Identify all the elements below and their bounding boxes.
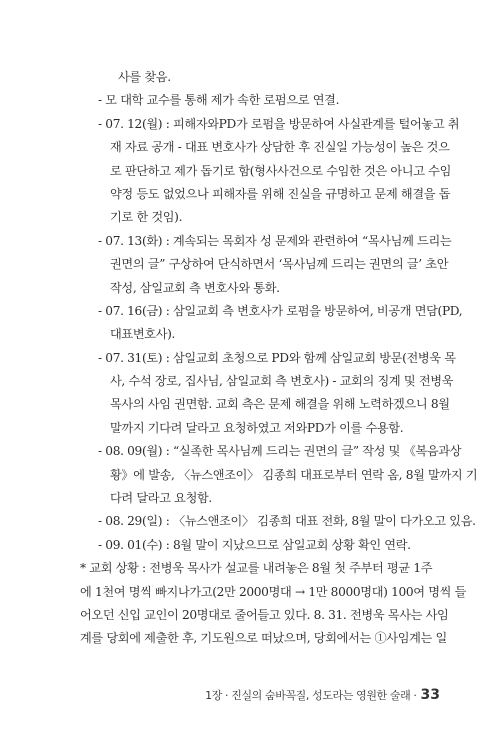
text-line: 에 1천여 명씩 빠지나가고(2만 2000명대 → 1만 8000명대) 100여 명씩 들 xyxy=(80,584,467,599)
text-line: - 모 대학 교수를 통해 제가 속한 로펌으로 연결. xyxy=(98,93,340,108)
text-line: 어오던 신입 교인이 20명대로 줄어들고 있다. 8. 31. 전병욱 목사는 사임 xyxy=(80,607,449,622)
text-line: - 07. 16(금) : 삼일교회 측 변호사가 로펌을 방문하여, 비공개 면담(PD, xyxy=(98,303,463,318)
text-line: 기로 한 것임). xyxy=(110,210,183,225)
text-line: - 08. 29(일) : 〈뉴스앤조이〉 김종희 대표 전화, 8월 말이 다가오고 있음. xyxy=(98,514,476,529)
text-line: - 09. 01(수) : 8월 말이 지났으므로 삼일교회 상황 확인 연락. xyxy=(98,537,411,552)
text-line: 황》에 발송, 〈뉴스앤조이〉 김종희 대표로부터 연락 옴, 8월 말까지 기 xyxy=(110,467,478,482)
text-line: 권면의 글” 구상하여 단식하면서 ‘목사님께 드리는 권면의 글’ 초안 xyxy=(110,257,449,272)
text-line: 작성, 삼일교회 측 변호사와 통화. xyxy=(110,280,280,295)
text-line: 계를 당회에 제출한 후, 기도원으로 떠났으며, 당회에서는 ①사임계는 일 xyxy=(80,631,447,646)
text-line: 대표변호사). xyxy=(110,327,176,342)
chapter-title: 1장 · 진실의 숨바꼭질, 성도라는 영원한 술래 · xyxy=(205,689,417,702)
text-line: 다려 달라고 요청함. xyxy=(110,491,212,506)
page-number: 33 xyxy=(420,687,440,703)
text-line: 로 판단하고 제가 돕기로 함(형사사건으로 수임한 것은 아니고 수임 xyxy=(110,163,452,178)
text-line: 사를 찾음. xyxy=(118,70,171,84)
text-line: 목사의 사임 권면함. 교회 측은 문제 해결을 위해 노력하겠으니 8월 xyxy=(110,397,450,412)
text-line: * 교회 상황 : 전병욱 목사가 설교를 내려놓은 8월 첫 주부터 평균 1주 xyxy=(80,561,433,576)
text-line: - 07. 12(월) : 피해자와PD가 로펌을 방문하여 사실관계를 털어놓고 취 xyxy=(98,116,460,131)
body-text xyxy=(80,66,478,651)
running-footer xyxy=(190,687,440,703)
text-line: - 08. 09(월) : “실족한 목사님께 드리는 권면의 글” 작성 및 《복음과상 xyxy=(98,444,462,459)
text-line: - 07. 13(화) : 계속되는 목회자 성 문제와 관련하여 “목사님께 드리는 xyxy=(98,233,452,248)
text-line: 말까지 기다려 달라고 요청하였고 저와PD가 이를 수용함. xyxy=(110,420,404,435)
text-line: 사, 수석 장로, 집사님, 삼일교회 측 변호사) - 교회의 징계 및 전병욱 xyxy=(110,374,454,389)
text-line: - 07. 31(토) : 삼일교회 초청으로 PD와 함께 삼일교회 방문(전병욱 목 xyxy=(98,350,456,365)
text-line: 재 자료 공개 - 대표 변호사가 상담한 후 진실일 가능성이 높은 것으 xyxy=(110,140,450,155)
text-line: 약정 등도 없었으나 피해자를 위해 진실을 규명하고 문제 해결을 돕 xyxy=(110,186,451,201)
